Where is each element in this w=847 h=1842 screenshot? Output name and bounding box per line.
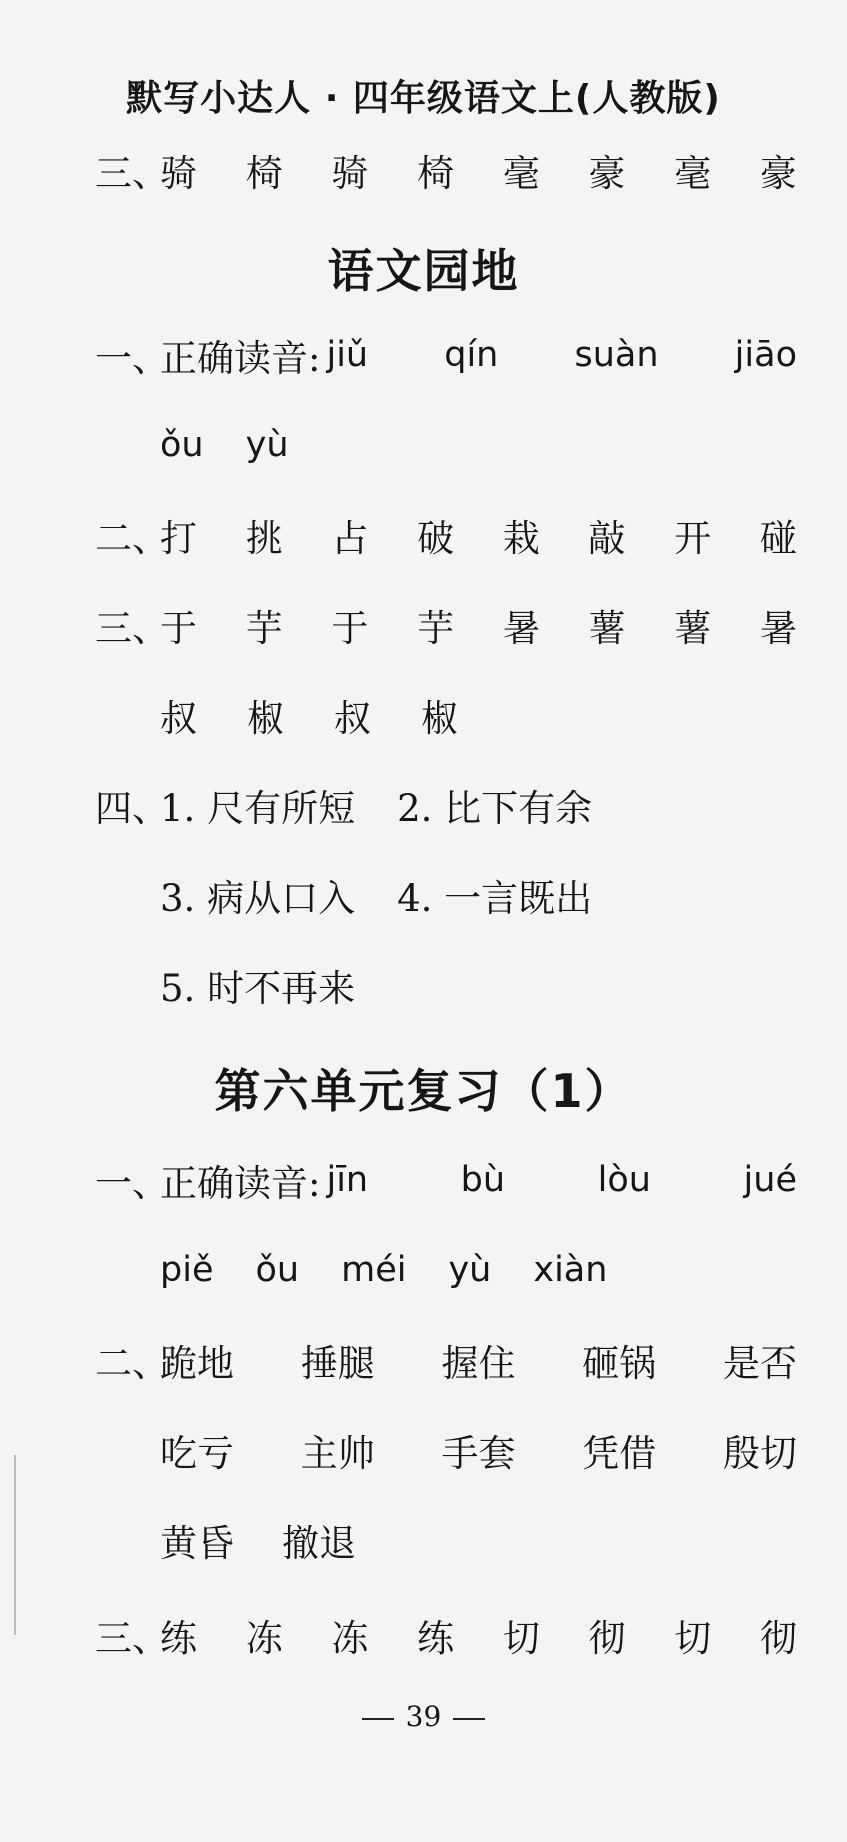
char: 骑 [331,152,369,195]
pinyin: jīn [326,1160,369,1200]
char-list [160,1608,797,1662]
review-q2-row-2 [160,1420,797,1480]
char: 豪 [759,152,797,195]
word: 主帅 [300,1432,375,1475]
char: 挑 [245,517,283,560]
section-title-garden: 语文园地 [327,244,520,298]
pinyin: yù [448,1250,492,1290]
char-list [160,598,797,652]
char: 豪 [588,152,626,195]
word-list [160,1333,797,1387]
review-q3-row [95,1605,797,1665]
review-q1-row [95,1150,797,1210]
question-label: 正确读音: [160,1162,321,1205]
page-edge-mark [0,1455,16,1635]
garden-q1-row-2 [160,415,797,475]
section-title-review: 第六单元复习（1） [214,1064,633,1118]
char: 薯 [588,607,626,650]
char: 碰 [759,517,797,560]
word: 殷切 [723,1432,797,1475]
word: 撤退 [282,1522,356,1565]
char: 敲 [588,517,626,560]
char: 切 [502,1617,540,1660]
pinyin: xiàn [533,1250,608,1290]
char: 于 [160,607,197,650]
char: 于 [331,607,369,650]
page-header: 默写小达人 · 四年级语文上(人教版) [126,78,721,119]
char: 彻 [759,1617,797,1660]
word: 握住 [441,1342,516,1385]
pinyin: ǒu [255,1250,300,1290]
char: 椅 [417,152,455,195]
garden-q3-row [95,595,797,655]
pinyin-list [320,335,797,375]
char-list [160,143,797,197]
question-prefix: 二、 [95,517,169,560]
char: 冻 [331,1617,369,1660]
pinyin: yù [245,425,289,465]
word-list [160,1513,797,1567]
idiom-list [160,868,592,922]
word: 黄昏 [160,1522,234,1565]
garden-q1-row [95,325,797,385]
idiom: 1. 尺有所短 [160,787,356,830]
char: 暑 [502,607,540,650]
char: 占 [331,517,369,560]
char: 开 [674,517,712,560]
review-q1-row-2 [160,1240,797,1300]
review-q2-row-3 [160,1510,797,1570]
word-list [160,1423,797,1477]
question-prefix: 一、 [95,337,169,380]
top-q3-row [95,140,797,200]
garden-q3-row-2 [160,685,797,745]
garden-q2-row [95,505,797,565]
question-label: 正确读音: [160,337,321,380]
footer-dash-right [453,1718,485,1720]
char: 暑 [759,607,797,650]
char: 叔 [160,697,197,740]
char: 栽 [502,517,540,560]
pinyin: ǒu [160,425,204,465]
pinyin: piě [160,1250,214,1290]
char: 破 [417,517,455,560]
word: 吃亏 [160,1432,234,1475]
idiom: 3. 病从口入 [160,877,356,920]
page-footer [0,1700,847,1733]
idiom: 2. 比下有余 [397,787,593,830]
review-q2-row [95,1330,797,1390]
idiom: 5. 时不再来 [160,967,356,1010]
garden-q4-row-2 [160,865,797,925]
idiom-list [160,778,592,832]
char: 芋 [245,607,283,650]
pinyin: jiāo [734,335,797,375]
char: 练 [160,1617,197,1660]
page-number: 39 [405,1700,442,1733]
char: 薯 [674,607,712,650]
char: 打 [160,517,197,560]
pinyin: jiǔ [326,335,369,375]
char: 叔 [334,697,371,740]
char: 切 [674,1617,712,1660]
pinyin: qín [444,335,499,375]
garden-q4-row [95,775,797,835]
word: 凭借 [582,1432,657,1475]
word: 砸锅 [582,1342,657,1385]
char: 椅 [245,152,283,195]
pinyin: lòu [597,1160,651,1200]
question-prefix: 一、 [95,1162,169,1205]
pinyin-list [320,1160,797,1200]
char: 毫 [674,152,712,195]
char: 芋 [417,607,455,650]
char: 骑 [160,152,197,195]
idiom-list [160,958,355,1012]
char-list [160,508,797,562]
pinyin: bù [460,1160,506,1200]
pinyin: jué [743,1160,797,1200]
pinyin-list [160,1250,797,1290]
char: 椒 [421,697,458,740]
word: 捶腿 [300,1342,375,1385]
char: 椒 [247,697,284,740]
word: 手套 [441,1432,516,1475]
idiom: 4. 一言既出 [397,877,593,920]
pinyin-list [160,425,797,465]
char: 练 [417,1617,455,1660]
question-prefix: 三、 [95,152,169,195]
question-prefix: 四、 [95,787,169,830]
pinyin: méi [341,1250,407,1290]
word: 是否 [723,1342,797,1385]
garden-q4-row-3 [160,955,797,1015]
footer-dash-left [362,1718,394,1720]
pinyin: suàn [574,335,659,375]
question-prefix: 三、 [95,607,169,650]
char: 毫 [502,152,540,195]
char: 彻 [588,1617,626,1660]
char: 冻 [245,1617,283,1660]
char-list [160,688,797,742]
question-prefix: 三、 [95,1617,169,1660]
question-prefix: 二、 [95,1342,169,1385]
word: 跪地 [160,1342,234,1385]
